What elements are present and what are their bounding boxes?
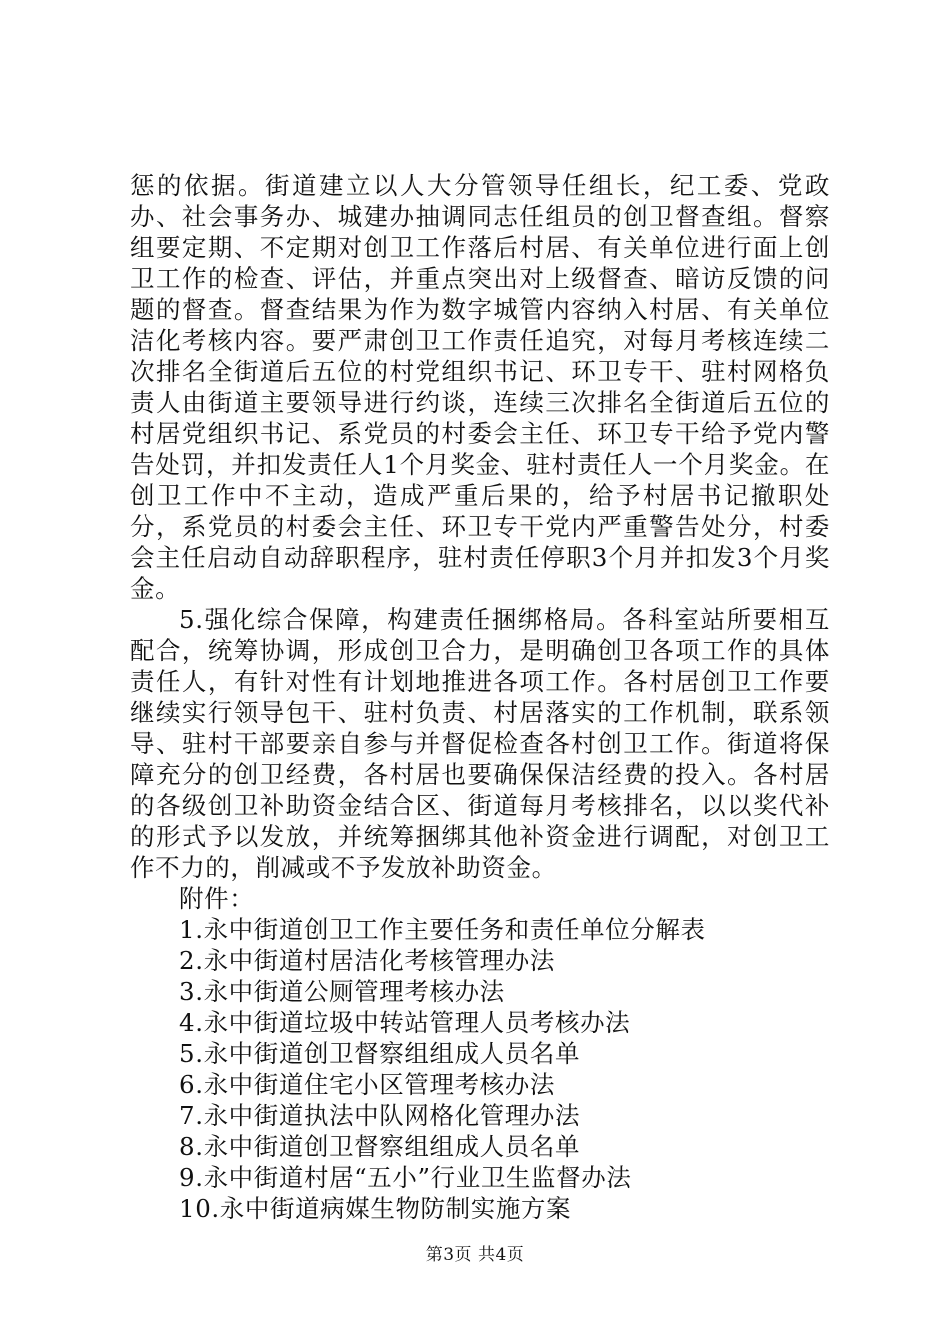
attachment-item: 3.永中街道公厕管理考核办法: [179, 977, 505, 1006]
page-number-label: 第3页 共4页: [425, 1245, 525, 1265]
attachment-item: 7.永中街道执法中队网格化管理办法: [179, 1101, 581, 1130]
paragraph-section-5: 5.强化综合保障，构建责任捆绑格局。各科室站所要相互配合，统筹协调，形成创卫合力，是明确创卫各项工作的具体责任人，有针对性有计划地推进各项工作。各村居创卫工作要继续实行领导包干、驻村负责、村居落实的工作机制，联系领导、驻村干部要亲自参与并督促检查各村创卫工作。街道将保障充分的创卫经费，各村居也要确保保洁经费的投入。各村居的各级创卫补助资金结合区、街道每月考核排名，以以奖代补的形式予以发放，并统筹捆绑其他补资金进行调配，对创卫工作不力的，削减或不予发放补助资金。: [130, 605, 830, 882]
attachment-item: 1.永中街道创卫工作主要任务和责任单位分解表: [179, 915, 706, 944]
attachment-item: 8.永中街道创卫督察组组成人员名单: [179, 1132, 581, 1161]
attachment-item: 6.永中街道住宅小区管理考核办法: [179, 1070, 555, 1099]
paragraph-continuation: 惩的依据。街道建立以人大分管领导任组长，纪工委、党政办、社会事务办、城建办抽调同志任组员的创卫督查组。督察组要定期、不定期对创卫工作落后村居、有关单位进行面上创卫工作的检查、评估，并重点突出对上级督查、暗访反馈的问题的督查。督查结果为作为数字城管内容纳入村居、有关单位洁化考核内容。要严肃创卫工作责任追究，对每月考核连续二次排名全街道后五位的村党组织书记、环卫专干、驻村网格负责人由街道主要领导进行约谈，连续三次排名全街道后五位的村居党组织书记、系党员的村委会主任、环卫专干给予党内警告处罚，并扣发责任人1个月奖金、驻村责任人一个月奖金。在创卫工作中不主动，造成严重后果的，给予村居书记撤职处分，系党员的村委会主任、环卫专干党内严重警告处分，村委会主任启动自动辞职程序，驻村责任停职3个月并扣发3个月奖金。: [130, 171, 830, 603]
attachment-item: 9.永中街道村居“五小”行业卫生监督办法: [179, 1163, 632, 1192]
page-footer: [0, 1244, 950, 1266]
attachments-heading: 附件：: [179, 884, 255, 913]
attachment-item: 2.永中街道村居洁化考核管理办法: [179, 946, 555, 975]
attachment-item: 5.永中街道创卫督察组组成人员名单: [179, 1039, 581, 1068]
attachments-list: [130, 914, 830, 1224]
attachment-item: 10.永中街道病媒生物防制实施方案: [179, 1194, 572, 1223]
document-body: [130, 170, 830, 1224]
attachment-item: 4.永中街道垃圾中转站管理人员考核办法: [179, 1008, 631, 1037]
